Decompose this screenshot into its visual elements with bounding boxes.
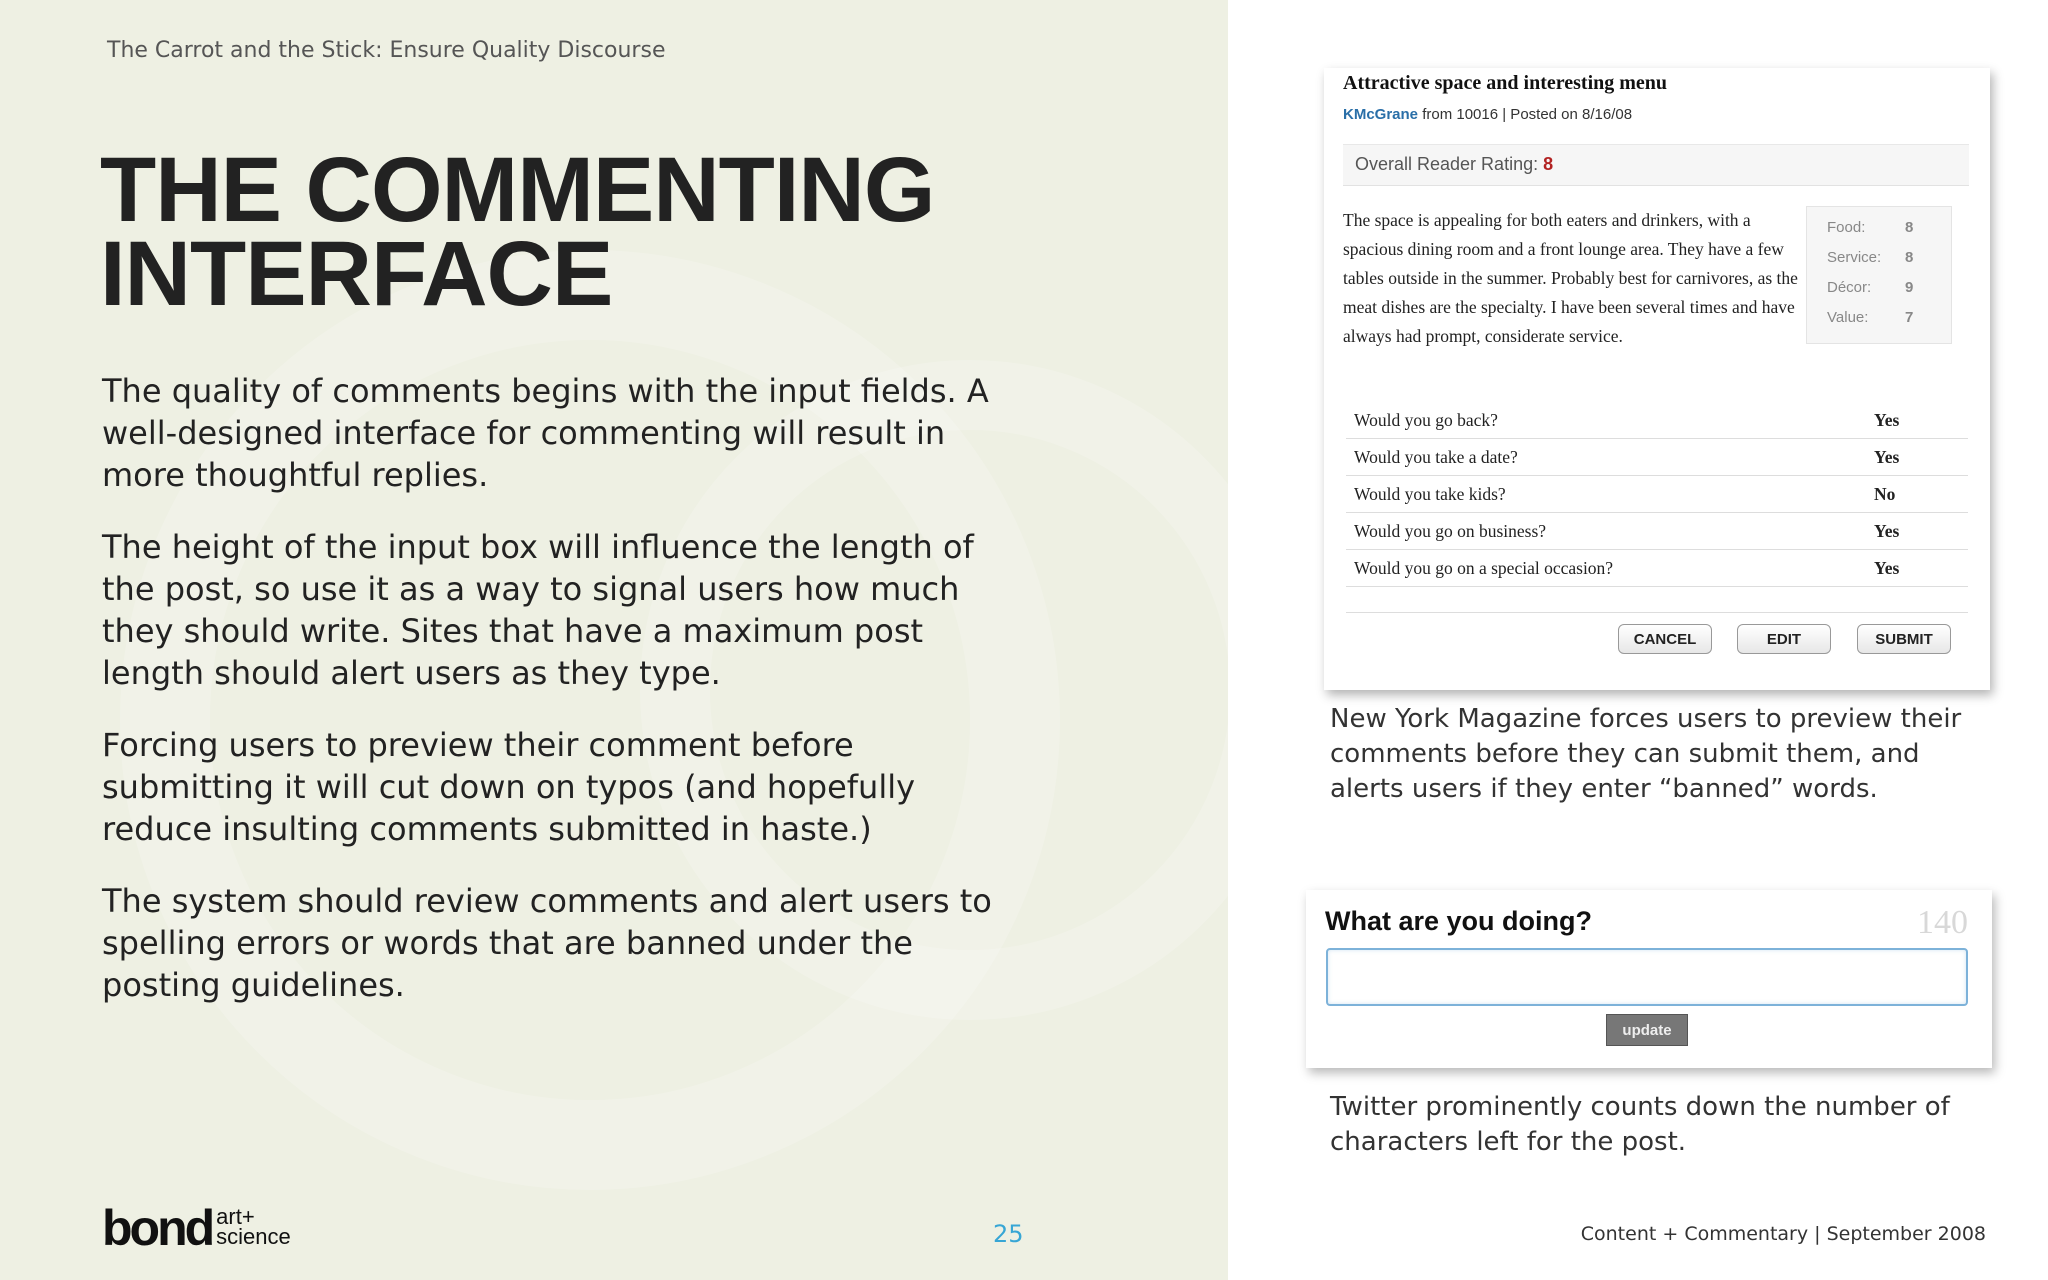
paragraph: The height of the input box will influence the length of the post, so use it as a way to signal users how much they should write. Sites that have a maximum post length should alert users as they type. — [102, 528, 974, 692]
question-answer: No — [1874, 484, 1896, 504]
review-meta — [1343, 106, 1632, 123]
review-title: Attractive space and interesting menu — [1343, 72, 1668, 94]
review-author-link[interactable]: KMcGrane — [1343, 106, 1419, 123]
update-button[interactable]: update — [1606, 1014, 1688, 1046]
character-counter: 140 — [1917, 904, 1968, 941]
score-box — [1806, 206, 1952, 344]
bond-logo — [102, 1200, 291, 1256]
rating-label: Overall Reader Rating: — [1355, 154, 1544, 174]
logo-tagline — [216, 1204, 291, 1249]
question-text: Would you go on business? — [1354, 521, 1547, 541]
score-value: 7 — [1905, 309, 1914, 326]
page-number: 25 — [993, 1220, 1024, 1248]
paragraph: The system should review comments and alert users to spelling errors or words that are banned under the posting guidelines. — [102, 882, 992, 1004]
score-value: 8 — [1905, 249, 1914, 266]
review-caption: New York Magazine forces users to preview their comments before they can submit them, and alerts users if they enter “banned” words. — [1330, 704, 1962, 804]
running-head: The Carrot and the Stick: Ensure Quality Discourse — [107, 38, 666, 63]
status-prompt: What are you doing? — [1325, 906, 1592, 936]
twitter-caption: Twitter prominently counts down the number of characters left for the post. — [1330, 1092, 1950, 1157]
question-text: Would you take a date? — [1354, 447, 1518, 467]
score-label: Décor: — [1827, 279, 1872, 296]
review-body: The space is appealing for both eaters and drinkers, with a spacious dining room and a front lounge area. They have a few tables outside in the summer. Probably best for carnivores, as the meat dishes are the specialty. I have been several times and have always had prompt, considerate service. — [1343, 210, 1798, 346]
question-answer: Yes — [1874, 447, 1900, 467]
cancel-button[interactable]: CANCEL — [1618, 624, 1712, 654]
score-label: Food: — [1827, 219, 1866, 236]
question-row — [1346, 513, 1968, 550]
body-text — [102, 370, 1022, 1036]
question-answer: Yes — [1874, 521, 1900, 541]
logo-tagline-line: science — [216, 1224, 291, 1249]
question-row — [1346, 402, 1968, 439]
status-input[interactable] — [1326, 948, 1968, 1006]
question-list — [1346, 402, 1968, 587]
score-value: 9 — [1905, 279, 1914, 296]
paragraph: The quality of comments begins with the input fields. A well-designed interface for commenting will result in more thoughtful replies. — [102, 372, 989, 494]
review-example-card — [1324, 68, 1990, 690]
title-line: THE COMMENTING — [100, 139, 935, 241]
logo-wordmark: bond — [102, 1200, 213, 1256]
overall-rating — [1355, 154, 1553, 175]
twitter-example-card — [1306, 890, 1992, 1068]
page-title — [100, 139, 935, 325]
question-row — [1346, 476, 1968, 513]
score-label: Service: — [1827, 249, 1882, 266]
submit-button[interactable]: SUBMIT — [1857, 624, 1951, 654]
question-answer: Yes — [1874, 410, 1900, 430]
score-value: 8 — [1905, 219, 1914, 236]
score-label: Value: — [1827, 309, 1869, 326]
question-text: Would you go back? — [1354, 410, 1498, 430]
logo-tagline-line: art+ — [216, 1204, 255, 1229]
overall-rating-bar — [1343, 144, 1969, 186]
question-text: Would you take kids? — [1354, 484, 1506, 504]
question-answer: Yes — [1874, 558, 1900, 578]
question-row — [1346, 550, 1968, 587]
question-text: Would you go on a special occasion? — [1354, 558, 1614, 578]
question-row — [1346, 439, 1968, 476]
edit-button[interactable]: EDIT — [1737, 624, 1831, 654]
paragraph: Forcing users to preview their comment before submitting it will cut down on typos (and hopefully reduce insulting comments submitted in haste.) — [102, 726, 916, 848]
title-line: INTERFACE — [100, 223, 613, 325]
rating-value: 8 — [1543, 154, 1554, 174]
review-meta-text: from 10016 | Posted on 8/16/08 — [1418, 106, 1633, 123]
footer-publication: Content + Commentary | September 2008 — [1580, 1223, 1986, 1245]
divider — [1346, 612, 1968, 613]
